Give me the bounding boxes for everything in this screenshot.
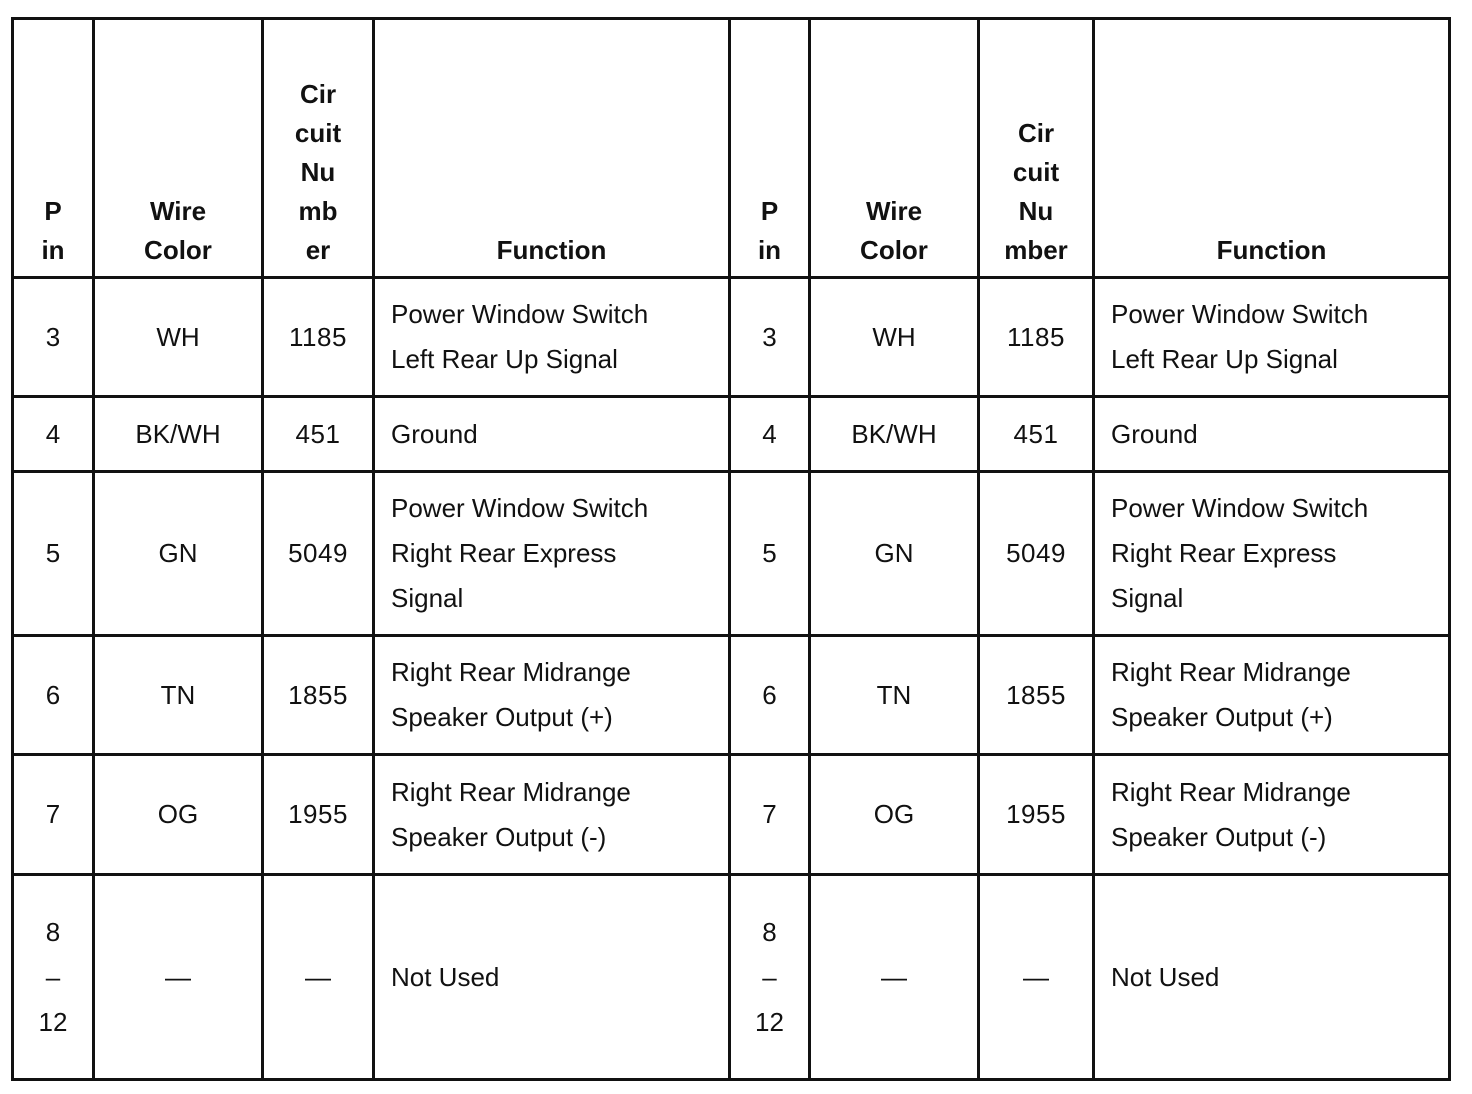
pin-cell: 5 — [730, 472, 810, 636]
circuit-number-cell: — — [263, 875, 374, 1080]
header-circuit-line: er — [305, 235, 331, 265]
function-cell — [1094, 472, 1450, 636]
header-circuit-line: Nu — [1018, 196, 1054, 226]
pin-cell: 6 — [13, 636, 94, 755]
pin-cell — [730, 875, 810, 1080]
pin-cell: 6 — [730, 636, 810, 755]
pin-line: 8 — [762, 916, 777, 947]
pin-cell: 5 — [13, 472, 94, 636]
table-row — [13, 397, 1450, 472]
pin-line: 12 — [755, 1006, 784, 1037]
function-line: Speaker Output (+) — [1111, 702, 1333, 732]
function-line: Power Window Switch — [391, 493, 649, 523]
header-pin — [13, 19, 94, 278]
circuit-number-cell: 1855 — [979, 636, 1094, 755]
function-line: Not Used — [391, 961, 500, 992]
wire-color-cell: GN — [94, 472, 263, 636]
pin-cell: 3 — [730, 278, 810, 397]
function-line: Right Rear Midrange — [391, 776, 631, 807]
function-line: Signal — [1111, 583, 1184, 613]
pin-line: – — [45, 961, 61, 992]
header-circuit-line: Nu — [300, 157, 336, 187]
pin-cell: 4 — [13, 397, 94, 472]
wire-color-cell: OG — [94, 755, 263, 875]
circuit-number-cell: 1955 — [979, 755, 1094, 875]
function-cell — [374, 755, 730, 875]
header-pin-line: P — [44, 196, 62, 226]
header-pin-line: P — [760, 196, 779, 226]
connector-pin-table — [11, 17, 1451, 1081]
header-wire-line: Color — [144, 235, 212, 265]
function-line: Right Rear Express — [391, 538, 617, 568]
table-row — [13, 472, 1450, 636]
header-row — [13, 19, 1450, 278]
header-circuit-line: mber — [1004, 235, 1068, 265]
function-line: Ground — [391, 418, 478, 449]
table-row — [13, 755, 1450, 875]
wire-color-cell: — — [94, 875, 263, 1080]
circuit-number-cell: 1185 — [979, 278, 1094, 397]
pin-line: 8 — [45, 916, 61, 947]
function-cell — [374, 875, 730, 1080]
header-circuit-line: Cir — [1017, 118, 1055, 148]
circuit-number-cell: 1855 — [263, 636, 374, 755]
function-line: Right Rear Midrange — [391, 657, 631, 687]
function-line: Speaker Output (-) — [1111, 821, 1327, 852]
circuit-number-cell: 5049 — [979, 472, 1094, 636]
table-row — [13, 636, 1450, 755]
circuit-number-cell: 451 — [263, 397, 374, 472]
wire-color-cell: GN — [810, 472, 979, 636]
header-wire-line: Color — [860, 235, 928, 265]
function-line: Right Rear Express — [1111, 538, 1337, 568]
function-line: Power Window Switch — [1111, 299, 1369, 329]
function-cell — [1094, 636, 1450, 755]
header-circuit-line: cuit — [294, 118, 342, 148]
circuit-number-cell: 1185 — [263, 278, 374, 397]
function-cell — [374, 397, 730, 472]
function-line: Right Rear Midrange — [1111, 657, 1351, 687]
circuit-number-cell: 451 — [979, 397, 1094, 472]
header-wire-color — [94, 19, 263, 278]
pin-line: – — [762, 961, 777, 992]
header-pin-line: in — [41, 235, 65, 265]
header-circuit-line: mb — [298, 196, 338, 226]
circuit-number-cell: — — [979, 875, 1094, 1080]
function-cell — [374, 636, 730, 755]
function-line: Not Used — [1111, 961, 1220, 992]
header-circuit-line: cuit — [1012, 157, 1060, 187]
circuit-number-cell: 1955 — [263, 755, 374, 875]
function-line: Right Rear Midrange — [1111, 776, 1351, 807]
circuit-number-cell: 5049 — [263, 472, 374, 636]
function-cell — [374, 472, 730, 636]
wire-color-cell: OG — [810, 755, 979, 875]
pin-line: 12 — [38, 1006, 68, 1037]
header-wire-line: Wire — [865, 196, 923, 226]
function-line: Signal — [391, 583, 464, 613]
header-wire-color — [810, 19, 979, 278]
header-function: Function — [374, 19, 730, 278]
header-circuit-line: Cir — [299, 79, 337, 109]
header-circuit-number — [979, 19, 1094, 278]
function-cell — [1094, 278, 1450, 397]
table-row — [13, 278, 1450, 397]
function-line: Ground — [1111, 418, 1198, 449]
function-line: Left Rear Up Signal — [391, 344, 618, 374]
function-line: Speaker Output (+) — [391, 702, 613, 732]
wire-color-cell: WH — [94, 278, 263, 397]
table-row — [13, 875, 1450, 1080]
wire-color-cell: WH — [810, 278, 979, 397]
function-line: Power Window Switch — [391, 299, 649, 329]
function-line: Speaker Output (-) — [391, 821, 607, 852]
wire-color-cell: TN — [810, 636, 979, 755]
pin-cell: 7 — [13, 755, 94, 875]
wire-color-cell: BK/WH — [94, 397, 263, 472]
function-cell — [1094, 755, 1450, 875]
header-pin-line: in — [757, 235, 782, 265]
function-cell — [1094, 397, 1450, 472]
pin-cell: 3 — [13, 278, 94, 397]
function-cell — [1094, 875, 1450, 1080]
pin-cell: 4 — [730, 397, 810, 472]
function-cell — [374, 278, 730, 397]
header-function: Function — [1094, 19, 1450, 278]
header-wire-line: Wire — [149, 196, 207, 226]
header-circuit-number — [263, 19, 374, 278]
wire-color-cell: — — [810, 875, 979, 1080]
wire-color-cell: BK/WH — [810, 397, 979, 472]
function-line: Power Window Switch — [1111, 493, 1369, 523]
function-line: Left Rear Up Signal — [1111, 344, 1338, 374]
wire-color-cell: TN — [94, 636, 263, 755]
pin-cell — [13, 875, 94, 1080]
pin-cell: 7 — [730, 755, 810, 875]
header-pin — [730, 19, 810, 278]
